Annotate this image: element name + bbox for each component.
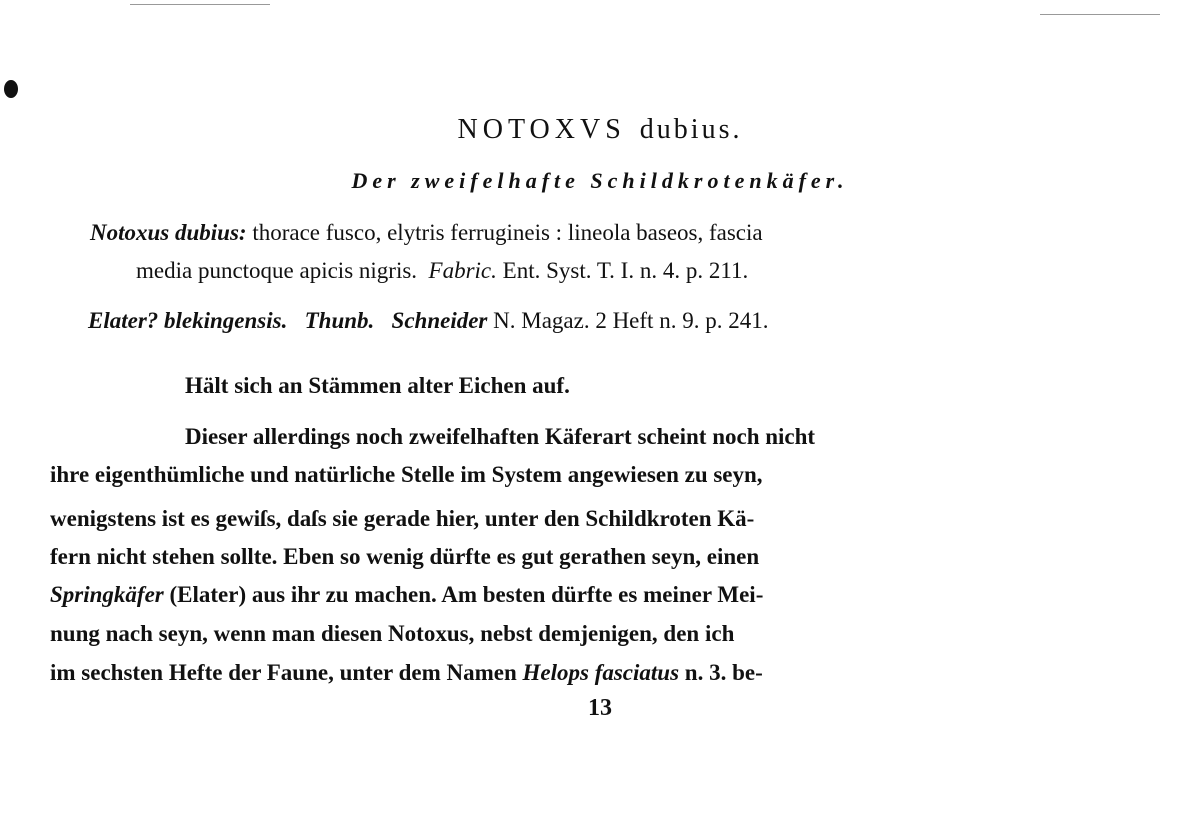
synonym-2-editor: Schneider	[391, 308, 488, 333]
synonym-line-3	[88, 308, 768, 334]
body-line-7-a: im sechsten Hefte der Faune, unter dem Namen	[50, 660, 517, 685]
body-line-4: fern nicht stehen sollte. Eben so wenig dürfte es gut gerathen seyn, einen	[50, 544, 760, 569]
title-genus: NOTOXVS	[457, 114, 626, 145]
body-line-1: Dieser allerdings noch zweifelhaften Käferart scheint noch nicht	[185, 424, 816, 449]
synonym-line-1	[90, 220, 763, 246]
synonym-1-author: Fabric.	[428, 258, 497, 283]
synonym-1-name: Notoxus dubius:	[90, 220, 247, 245]
body-line-7-italic: Helops fasciatus	[522, 660, 680, 685]
body-line-7-b: n. 3. be-	[684, 660, 763, 685]
synonym-1-diagnosis: thorace fusco, elytris ferrugineis : lineola baseos, fascia	[252, 220, 763, 245]
synonym-2-author: Thunb.	[304, 308, 375, 333]
synonym-line-2	[136, 258, 748, 284]
body-line-3: wenigstens ist es gewiſs, daſs sie gerade hier, unter den Schildkroten Kä-	[50, 506, 755, 531]
synonym-1-reference: Ent. Syst. T. I. n. 4. p. 211.	[502, 258, 749, 283]
synonym-2-reference: N. Magaz. 2 Heft n. 9. p. 241.	[493, 308, 769, 333]
body-line-5-rest: (Elater) aus ihr zu machen. Am besten dürfte es meiner Mei-	[169, 582, 764, 607]
habitat-line: Hält sich an Stämmen alter Eichen auf.	[185, 373, 570, 398]
page-title	[0, 112, 1200, 146]
scan-speck	[1040, 14, 1160, 15]
scan-speck	[130, 4, 270, 5]
body-line-5-italic: Springkäfer	[50, 582, 164, 607]
ink-blot	[4, 80, 18, 98]
body-line-5	[50, 582, 763, 608]
title-species: dubius.	[639, 114, 743, 145]
page-number: 13	[588, 695, 612, 721]
body-line-6: nung nach seyn, wenn man diesen Notoxus, nebst demjenigen, den ich	[50, 621, 735, 646]
synonym-2-name: Elater? blekingensis.	[88, 308, 288, 333]
synonym-1-diagnosis-cont: media punctoque apicis nigris.	[136, 258, 418, 283]
body-line-2: ihre eigenthümliche und natürliche Stelle im System angewiesen zu seyn,	[50, 462, 763, 487]
page-subtitle: Der zweifelhafte Schildkrotenkäfer.	[351, 168, 849, 193]
body-line-7	[50, 660, 763, 686]
